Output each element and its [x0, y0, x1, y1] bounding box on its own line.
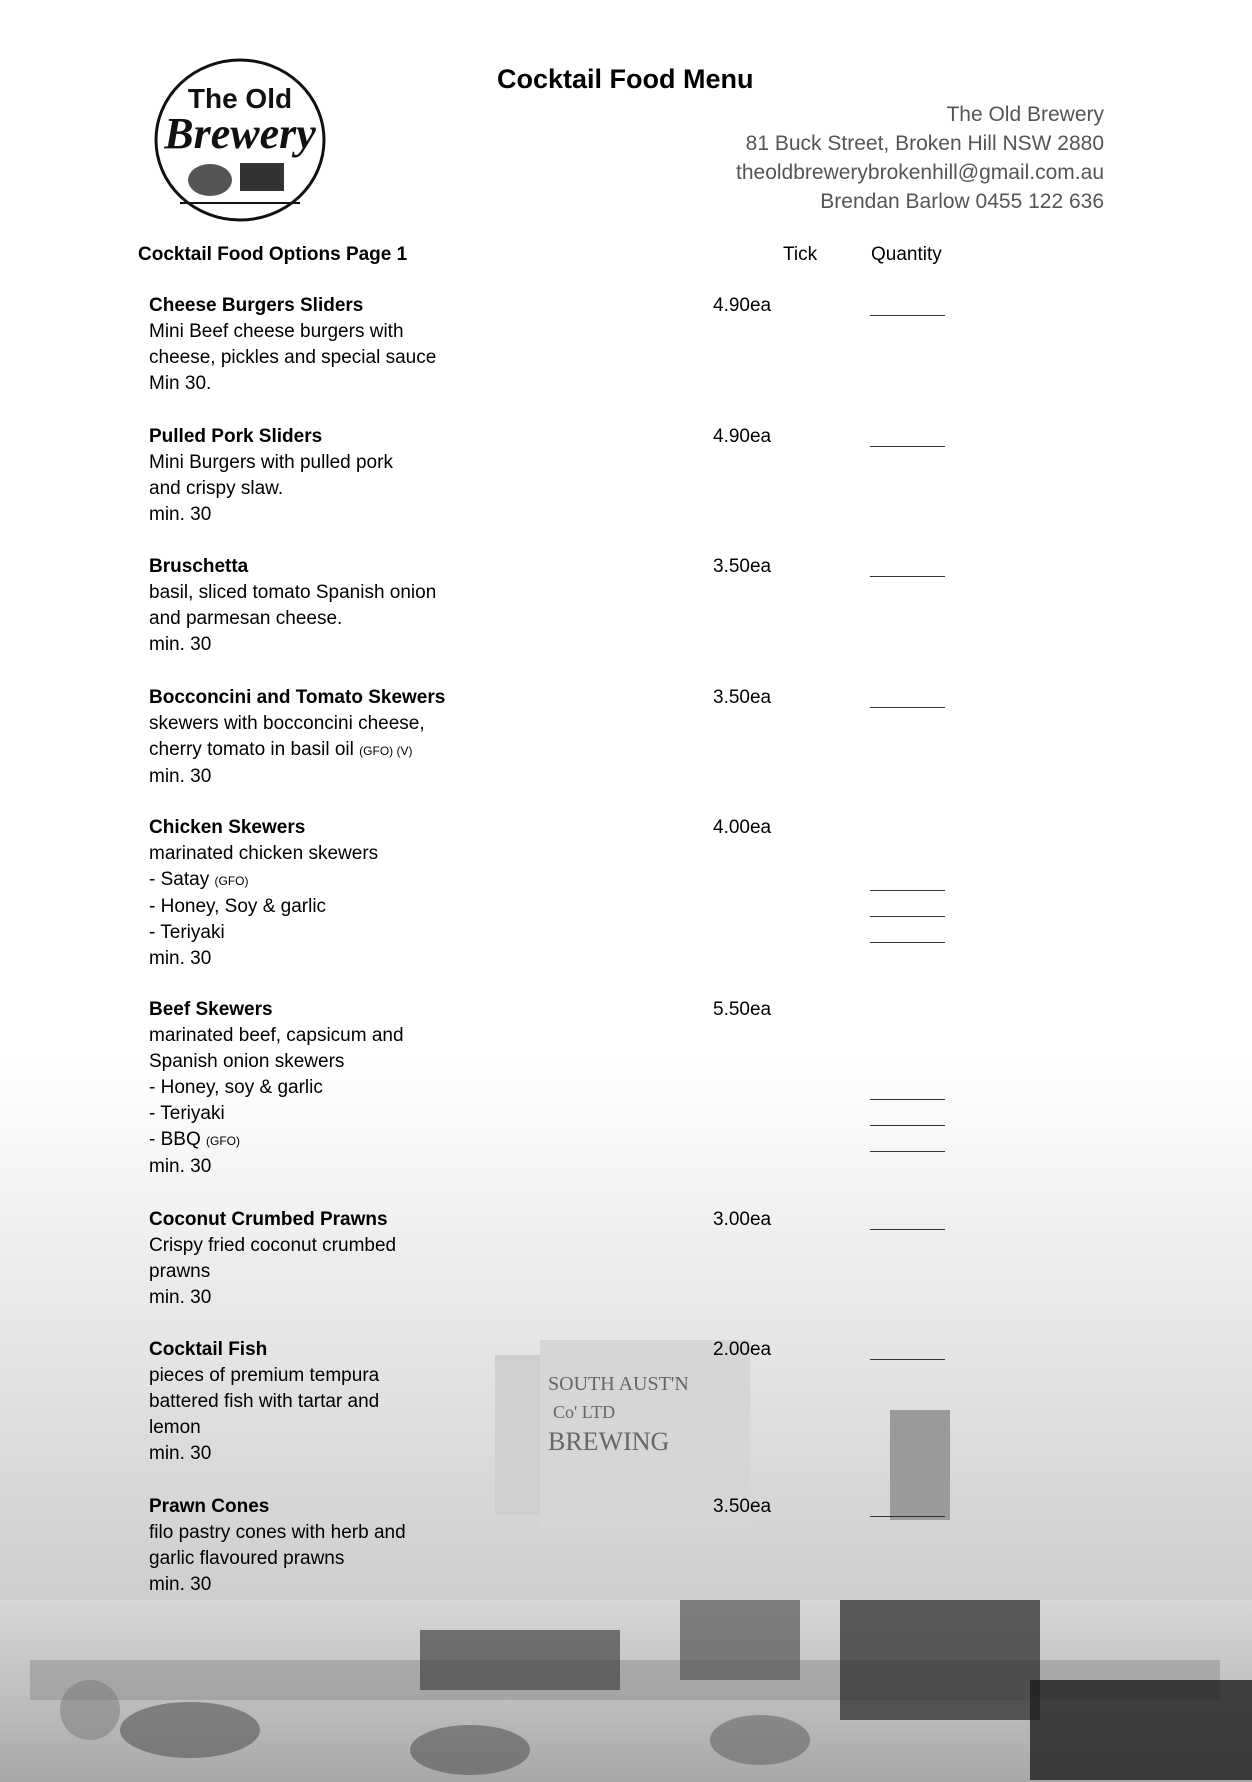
item-minimum: min. 30 — [149, 634, 212, 655]
item-desc-line: battered fish with tartar and — [149, 1391, 380, 1412]
item-name: Beef Skewers — [149, 999, 273, 1020]
sign-line-1: SOUTH AUST'N — [548, 1373, 689, 1395]
dietary-tag: (GFO) (V) — [359, 744, 413, 758]
quantity-field[interactable] — [870, 1229, 945, 1230]
business-phone: Brendan Barlow 0455 122 636 — [820, 190, 1104, 213]
quantity-field[interactable] — [870, 576, 945, 577]
item-minimum: min. 30 — [149, 1287, 212, 1308]
item-name: Bruschetta — [149, 556, 249, 577]
business-street: 81 Buck Street, Broken Hill NSW 2880 — [745, 132, 1104, 155]
brewery-logo — [140, 58, 340, 223]
item-desc-line: marinated beef, capsicum and — [149, 1025, 404, 1046]
item-minimum: Min 30. — [149, 373, 212, 394]
item-price: 3.50ea — [713, 1496, 772, 1517]
item-minimum: min. 30 — [149, 766, 212, 787]
item-option: - Teriyaki — [149, 922, 225, 943]
item-price: 4.90ea — [713, 426, 772, 447]
item-price: 3.00ea — [713, 1209, 772, 1230]
dietary-tag: (GFO) — [214, 874, 249, 888]
page-title: Cocktail Food Menu — [497, 64, 754, 94]
menu-item-coconut-prawns — [149, 1207, 1149, 1311]
quantity-field[interactable] — [870, 942, 945, 943]
quantity-field[interactable] — [870, 1125, 945, 1126]
quantity-field[interactable] — [870, 446, 945, 447]
option-text: - BBQ — [149, 1129, 201, 1150]
item-name: Cocktail Fish — [149, 1339, 268, 1360]
section-heading: Cocktail Food Options Page 1 — [138, 244, 408, 265]
item-option — [149, 1127, 1149, 1154]
menu-item-cocktail-fish — [149, 1337, 1149, 1467]
item-name: Cheese Burgers Sliders — [149, 295, 364, 316]
business-contact — [736, 100, 1104, 216]
item-name: Chicken Skewers — [149, 817, 306, 838]
menu-item-bruschetta — [149, 554, 1149, 658]
item-desc-line: Mini Beef cheese burgers with — [149, 321, 404, 342]
item-price: 3.50ea — [713, 687, 772, 708]
item-option: - Honey, Soy & garlic — [149, 896, 327, 917]
item-minimum: min. 30 — [149, 948, 212, 969]
quantity-field[interactable] — [870, 1151, 945, 1152]
menu-item-chicken-skewers — [149, 815, 1149, 972]
item-price: 4.90ea — [713, 295, 772, 316]
item-desc-line: Mini Burgers with pulled pork — [149, 452, 393, 473]
quantity-field[interactable] — [870, 707, 945, 708]
item-desc-line: skewers with bocconcini cheese, — [149, 713, 425, 734]
menu-item-prawn-cones — [149, 1494, 1149, 1598]
item-desc-text: cherry tomato in basil oil — [149, 739, 354, 760]
quantity-field[interactable] — [870, 315, 945, 316]
quantity-field[interactable] — [870, 1359, 945, 1360]
item-desc-line: pieces of premium tempura — [149, 1365, 380, 1386]
item-minimum: min. 30 — [149, 1443, 212, 1464]
item-price: 5.50ea — [713, 999, 772, 1020]
item-desc-line: garlic flavoured prawns — [149, 1548, 345, 1569]
item-minimum: min. 30 — [149, 1574, 212, 1595]
item-price: 2.00ea — [713, 1339, 772, 1360]
item-desc-line: Crispy fried coconut crumbed — [149, 1235, 397, 1256]
item-desc-line: filo pastry cones with herb and — [149, 1522, 406, 1543]
item-desc-line: basil, sliced tomato Spanish onion — [149, 582, 437, 603]
item-minimum: min. 30 — [149, 1156, 212, 1177]
item-name: Coconut Crumbed Prawns — [149, 1209, 388, 1230]
item-desc-line: prawns — [149, 1261, 211, 1282]
quantity-field[interactable] — [870, 916, 945, 917]
sign-line-2: Co' LTD — [553, 1402, 616, 1422]
item-desc-line — [149, 737, 479, 764]
item-price: 4.00ea — [713, 817, 772, 838]
quantity-field[interactable] — [870, 890, 945, 891]
menu-item-bocconcini-skewers — [149, 685, 1149, 790]
dietary-tag: (GFO) — [206, 1134, 241, 1148]
menu-item-beef-skewers — [149, 997, 1149, 1180]
quantity-field[interactable] — [870, 1099, 945, 1100]
item-minimum: min. 30 — [149, 504, 212, 525]
tick-column-header: Tick — [783, 244, 818, 265]
item-desc-line: cheese, pickles and special sauce — [149, 347, 437, 368]
item-name: Pulled Pork Sliders — [149, 426, 323, 447]
option-text: - Satay — [149, 869, 210, 890]
business-email: theoldbrewerybrokenhill@gmail.com.au — [736, 161, 1104, 184]
item-price: 3.50ea — [713, 556, 772, 577]
quantity-field[interactable] — [870, 1516, 945, 1517]
logo-line-1: The Old — [187, 83, 293, 114]
item-name: Prawn Cones — [149, 1496, 270, 1517]
item-desc-line: and crispy slaw. — [149, 478, 284, 499]
item-option: - Honey, soy & garlic — [149, 1077, 323, 1098]
item-name: Bocconcini and Tomato Skewers — [149, 687, 446, 708]
item-desc-line: Spanish onion skewers — [149, 1051, 345, 1072]
sign-line-3: BREWING — [548, 1427, 670, 1456]
menu-item-cheese-burger-sliders — [149, 293, 1149, 397]
barrel-icon — [188, 164, 232, 196]
item-desc-line: lemon — [149, 1417, 201, 1438]
logo-line-2: Brewery — [164, 109, 316, 158]
item-desc-line: marinated chicken skewers — [149, 843, 379, 864]
menu-item-pulled-pork-sliders — [149, 424, 1149, 528]
business-name: The Old Brewery — [946, 103, 1104, 126]
quantity-column-header: Quantity — [871, 244, 942, 265]
item-option — [149, 867, 1149, 894]
item-option: - Teriyaki — [149, 1103, 225, 1124]
item-desc-line: and parmesan cheese. — [149, 608, 343, 629]
